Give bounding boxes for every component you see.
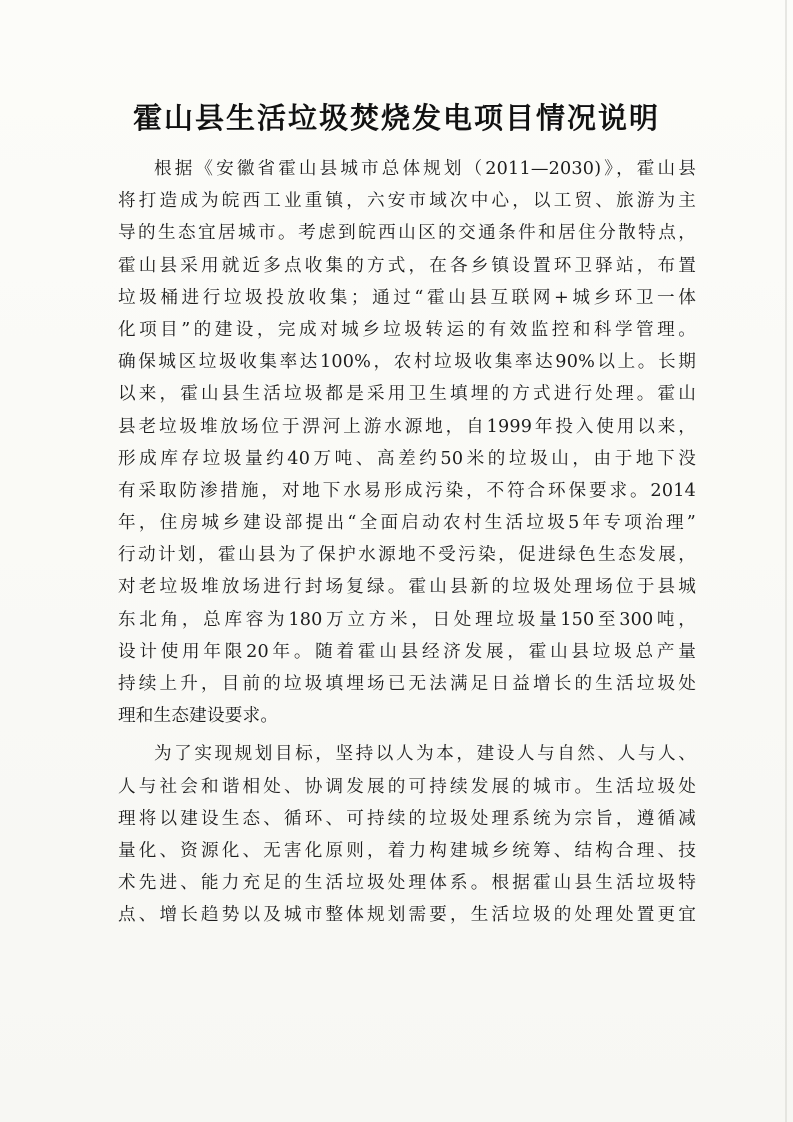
text-line: 理和生态建设要求。 bbox=[118, 706, 279, 727]
text-line: 以来，霍山县生活垃圾都是采用卫生填埋的方式进行处理。霍山 bbox=[118, 384, 696, 405]
scan-edge-shadow bbox=[785, 0, 787, 1122]
text-line: 根据《安徽省霍山县城市总体规划（2011—2030)》，霍山县 bbox=[154, 159, 696, 179]
text-line: 术先进、能力充足的生活垃圾处理体系。根据霍山县生活垃圾特 bbox=[118, 873, 696, 894]
text-line: 霍山县采用就近多点收集的方式，在各乡镇设置环卫驿站，布置 bbox=[118, 255, 696, 276]
text-line: 量化、资源化、无害化原则，着力构建城乡统筹、结构合理、技 bbox=[118, 840, 696, 861]
text-line: 持续上升，目前的垃圾填埋场已无法满足日益增长的生活垃圾处 bbox=[118, 674, 696, 694]
text-line: 东北角，总库容为180万立方米，日处理垃圾量150至300吨， bbox=[118, 609, 696, 630]
paragraph-2 bbox=[118, 738, 696, 931]
text-line: 县老垃圾堆放场位于淠河上游水源地，自1999年投入使用以来， bbox=[118, 416, 696, 437]
text-line: 确保城区垃圾收集率达100%，农村垃圾收集率达90%以上。长期 bbox=[118, 352, 696, 373]
paragraph-1 bbox=[118, 153, 696, 732]
text-line: 设计使用年限20年。随着霍山县经济发展，霍山县垃圾总产量 bbox=[118, 641, 696, 662]
text-line: 年，住房城乡建设部提出“全面启动农村生活垃圾5年专项治理” bbox=[118, 513, 696, 534]
text-line: 行动计划，霍山县为了保护水源地不受污染，促进绿色生态发展， bbox=[118, 545, 696, 566]
text-line: 理将以建设生态、循环、可持续的垃圾处理系统为宗旨，遵循减 bbox=[118, 808, 696, 829]
text-line: 为了实现规划目标，坚持以人为本，建设人与自然、人与人、 bbox=[154, 744, 696, 765]
text-line: 导的生态宜居城市。考虑到皖西山区的交通条件和居住分散特点， bbox=[118, 223, 696, 244]
text-line: 人与社会和谐相处、协调发展的可持续发展的城市。生活垃圾处 bbox=[118, 776, 696, 797]
text-line: 有采取防渗措施，对地下水易形成污染，不符合环保要求。2014 bbox=[118, 480, 696, 501]
document-body bbox=[118, 153, 696, 932]
text-line: 将打造成为皖西工业重镇，六安市域次中心，以工贸、旅游为主 bbox=[118, 191, 696, 212]
text-line: 垃圾桶进行垃圾投放收集；通过“霍山县互联网+城乡环卫一体 bbox=[118, 287, 696, 308]
text-line: 对老垃圾堆放场进行封场复绿。霍山县新的垃圾处理场位于县城 bbox=[118, 577, 696, 598]
document-title: 霍山县生活垃圾焚烧发电项目情况说明 bbox=[132, 101, 660, 135]
text-line: 形成库存垃圾量约40万吨、高差约50米的垃圾山，由于地下没 bbox=[118, 448, 696, 469]
text-line: 点、增长趋势以及城市整体规划需要，生活垃圾的处理处置更宜 bbox=[118, 905, 696, 926]
text-line: 化项目”的建设，完成对城乡垃圾转运的有效监控和科学管理。 bbox=[118, 319, 696, 340]
